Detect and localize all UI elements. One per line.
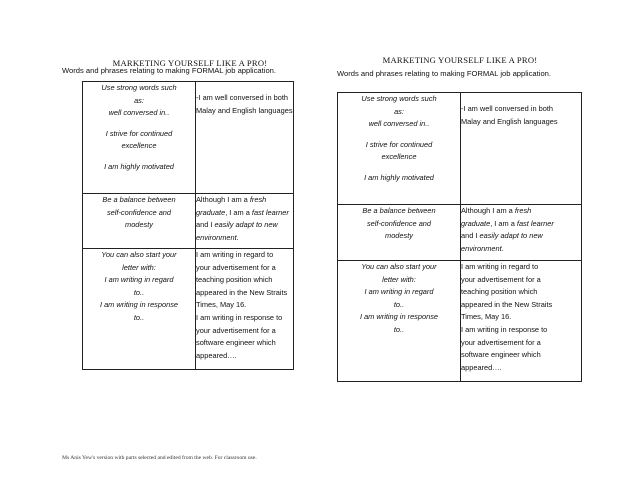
example-line: software engineer which xyxy=(461,350,541,360)
example-line: Times, May 16. xyxy=(461,312,512,322)
example-line: environment. xyxy=(461,243,504,253)
example-text: , I am a xyxy=(225,207,252,217)
page-title: MARKETING YOURSELF LIKE A PRO! xyxy=(382,55,538,65)
phrase-line: I am writing in response xyxy=(359,312,439,322)
spacer xyxy=(83,153,195,161)
example-line: appeared…. xyxy=(196,350,237,360)
example-emphasis: easily adapt to new xyxy=(214,220,278,230)
right-page xyxy=(330,50,590,390)
example-line: Times, May 16. xyxy=(196,300,247,310)
phrase-line: well conversed in.. xyxy=(108,108,170,118)
example-text: and I xyxy=(196,220,215,230)
page-subtitle: Words and phrases relating to making FORMAL job application. xyxy=(337,69,551,78)
example-line: I am writing in regard to xyxy=(196,250,274,259)
example-line xyxy=(196,219,293,232)
example-line: your advertisement for a xyxy=(196,325,276,335)
example-line: Malay and English languages xyxy=(461,116,558,126)
example-cell xyxy=(461,93,582,205)
table-row xyxy=(83,194,294,249)
phrase-line: excellence xyxy=(121,141,157,151)
example-cell xyxy=(196,194,294,249)
phrase-line: Be a balance between xyxy=(102,195,176,204)
phrase-line: self-confidence and xyxy=(106,207,172,217)
example-emphasis: graduate xyxy=(196,207,226,217)
table-row xyxy=(338,261,582,382)
phrase-line: I am highly motivated xyxy=(104,161,174,171)
example-line: appeared…. xyxy=(461,362,502,372)
phrase-line: Use strong words such xyxy=(361,94,437,103)
phrase-line: as: xyxy=(394,106,404,116)
example-cell xyxy=(196,82,294,194)
example-line: your advertisement for a xyxy=(461,274,541,284)
phrase-line: to.. xyxy=(393,299,405,309)
spacer xyxy=(338,164,460,172)
example-emphasis: easily adapt to new xyxy=(479,231,543,241)
example-line: teaching position which xyxy=(196,275,273,285)
example-line xyxy=(196,194,293,207)
example-line: appeared in the New Straits xyxy=(461,299,553,309)
example-cell xyxy=(196,249,294,370)
example-emphasis: graduate xyxy=(461,218,491,228)
phrase-line: Be a balance between xyxy=(362,206,436,215)
phrase-line: modesty xyxy=(385,231,413,241)
spacer xyxy=(83,120,195,128)
example-line xyxy=(461,230,581,243)
page-title: MARKETING YOURSELF LIKE A PRO! xyxy=(112,58,268,68)
table-row xyxy=(83,249,294,370)
phrase-line: I strive for continued xyxy=(365,139,433,149)
example-line xyxy=(461,218,581,231)
phrase-line: I am writing in regard xyxy=(104,275,174,285)
example-line: software engineer which xyxy=(196,338,276,348)
phrase-line: modesty xyxy=(125,220,153,230)
example-line: I am writing in response to xyxy=(196,312,283,322)
phrase-cell xyxy=(83,249,196,370)
example-emphasis: fast learner xyxy=(251,207,289,217)
example-text: Although I am a xyxy=(461,206,515,215)
example-line: I am writing in regard to xyxy=(461,262,539,271)
footer-note: Ms Anis Yew's version with parts selected and edited from the web. For classroom use. xyxy=(62,455,257,461)
phrase-cell xyxy=(83,194,196,249)
example-text: , I am a xyxy=(490,218,517,228)
phrase-line: as: xyxy=(134,95,144,105)
phrase-cell xyxy=(338,205,461,261)
phrase-line: letter with: xyxy=(382,274,416,284)
example-text: and I xyxy=(461,231,480,241)
example-line: your advertisement for a xyxy=(196,262,276,272)
phrase-line: well conversed in.. xyxy=(368,119,430,129)
example-line xyxy=(461,205,581,218)
example-cell xyxy=(461,205,582,261)
example-emphasis: fresh xyxy=(514,206,532,215)
example-line: -I am well conversed in both xyxy=(196,93,289,102)
example-text: Although I am a xyxy=(196,195,250,204)
example-line: Malay and English languages xyxy=(196,105,293,115)
phrase-line: self-confidence and xyxy=(366,218,432,228)
example-line: I am writing in response to xyxy=(461,324,548,334)
phrase-line: Use strong words such xyxy=(101,83,177,92)
spacer xyxy=(338,131,460,139)
example-line xyxy=(196,207,293,220)
phrases-table xyxy=(337,92,582,382)
phrases-table xyxy=(82,81,294,370)
phrase-line: You can also start your xyxy=(101,250,177,259)
phrase-cell xyxy=(338,93,461,205)
example-line: your advertisement for a xyxy=(461,337,541,347)
phrase-line: to.. xyxy=(133,287,145,297)
example-line: environment. xyxy=(196,232,239,242)
example-line: -I am well conversed in both xyxy=(461,104,554,113)
table-row xyxy=(83,82,294,194)
example-emphasis: fresh xyxy=(249,195,267,204)
example-cell xyxy=(461,261,582,382)
example-line: appeared in the New Straits xyxy=(196,287,288,297)
phrase-line: I strive for continued xyxy=(105,128,173,138)
phrase-line: I am highly motivated xyxy=(364,172,434,182)
phrase-line: I am writing in regard xyxy=(364,287,434,297)
phrase-line: I am writing in response xyxy=(99,300,179,310)
phrase-line: excellence xyxy=(381,152,417,162)
phrase-line: letter with: xyxy=(122,262,156,272)
phrase-cell xyxy=(83,82,196,194)
table-row xyxy=(338,205,582,261)
phrase-cell xyxy=(338,261,461,382)
phrase-line: to.. xyxy=(133,312,145,322)
page-subtitle: Words and phrases relating to making FORMAL job application. xyxy=(62,66,276,75)
phrase-line: You can also start your xyxy=(361,262,437,271)
example-emphasis: fast learner xyxy=(516,218,554,228)
example-line: teaching position which xyxy=(461,287,538,297)
phrase-line: to.. xyxy=(393,324,405,334)
table-row xyxy=(338,93,582,205)
left-page xyxy=(60,50,320,390)
